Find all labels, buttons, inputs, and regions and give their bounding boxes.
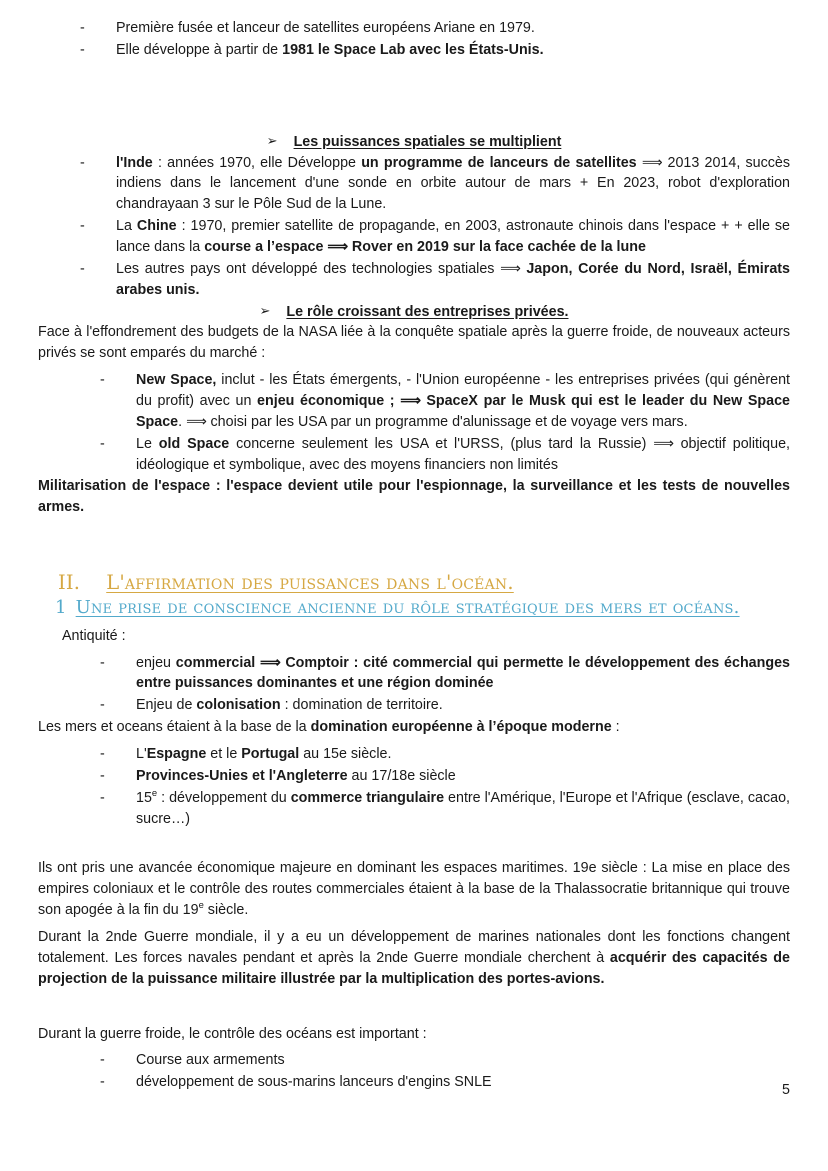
- private-companies-bullet-list: [38, 370, 790, 475]
- modern-domination-bullet-list: [38, 744, 790, 829]
- list-item-text: [116, 20, 535, 36]
- bold-run: Chine: [136, 218, 177, 235]
- text-run: concerne seulement les USA et l'URSS, (plus tard la Russie) ⟹ objectif politique, idéologique et symbolique, avec des moyens financiers non limités: [136, 435, 790, 473]
- bold-run: domination européenne à l’époque moderne: [310, 719, 612, 736]
- text-run: Durant la 2nde Guerre mondiale, il y a eu un développement de marines nationales dont les fonctions changent totalement. Les forces navales pendant et après la 2nde Guerre mondiale cherchent à: [38, 928, 790, 966]
- page-number: 5: [782, 1082, 790, 1098]
- text-run: Les mers et oceans étaient à la base de la: [38, 719, 311, 736]
- text-run: Les autres pays ont développé des technologies spatiales ⟹: [116, 260, 527, 277]
- text-run: inclut - les États émergents, - l'Union européenne - les entreprises privées (qui génèrent du profit) avec un: [136, 372, 790, 410]
- list-item: [80, 153, 790, 216]
- heading-section-2-title: L'affirmation des puissances dans l'océan.: [106, 571, 514, 595]
- subheading-text: Le rôle croissant des entreprises privées.: [286, 303, 569, 320]
- dash-bullet-icon: -: [100, 697, 105, 714]
- bold-run: Espagne: [146, 745, 207, 762]
- spacer: [38, 62, 790, 120]
- text-run: : 1970, premier satellite de propagande, en 2003, astronaute chinois dans l'espace + + elle se lance dans la: [116, 218, 791, 256]
- list-item-text: [136, 697, 443, 713]
- text-run: entre l'Amérique, l'Europe et l'Afrique (esclave, cacao, sucre…): [136, 789, 790, 827]
- list-item-text: [136, 436, 790, 473]
- dash-bullet-icon: -: [80, 218, 85, 235]
- list-item-text: [116, 155, 790, 213]
- cold-war-bullet-list: [38, 1050, 790, 1093]
- subheading-private-companies: [38, 302, 790, 323]
- dash-bullet-icon: -: [80, 41, 85, 58]
- list-item: [100, 653, 790, 695]
- heading-subsection-1: [38, 596, 790, 620]
- text-run: Elle développe à partir de: [116, 41, 283, 58]
- ww2-navies-paragraph: [38, 927, 790, 990]
- spacer: [38, 990, 790, 1012]
- spacer: [38, 518, 790, 558]
- text-run: ⟹ 2013 2014, succès indiens dans le lancement d'une sonde en orbite autour de mars + En 2023, robot d'exploration chandrayaan 3 sur le Pôle Sud de la Lune.: [116, 154, 790, 213]
- text-run: : domination de territoire.: [280, 697, 443, 714]
- list-item-text: [136, 1052, 285, 1068]
- antiquity-bullet-list: [38, 653, 790, 717]
- superscript: e: [198, 899, 204, 911]
- text-run: au 15e siècle.: [299, 745, 392, 762]
- heading-section-2-number: II.: [58, 571, 81, 595]
- arrow-bullet-icon: ➢: [259, 302, 271, 318]
- list-item: [100, 766, 790, 787]
- text-run: L': [136, 745, 147, 762]
- bold-run: Japon, Corée du Nord, Israël, Émirats arabes unis.: [116, 260, 790, 298]
- text-run: : développement du: [157, 789, 291, 806]
- list-item-text: [116, 218, 790, 255]
- text-run: Première fusée et lanceur de satellites européens Ariane en 1979.: [116, 20, 535, 36]
- list-item-text: [136, 746, 391, 762]
- dash-bullet-icon: -: [100, 654, 105, 671]
- text-run: Enjeu de: [136, 697, 197, 714]
- list-item: [100, 370, 790, 433]
- spacer: [38, 120, 790, 132]
- list-item: [100, 434, 790, 476]
- text-run: développement de sous-marins lanceurs d'engins SNLE: [136, 1074, 492, 1091]
- dash-bullet-icon: -: [100, 745, 105, 762]
- bold-run: SpaceX par le Musk qui est le leader du New Space Space: [136, 393, 790, 430]
- list-item: [100, 744, 790, 765]
- list-item: [80, 259, 790, 301]
- bold-run: Provinces-Unies et l'Angleterre: [136, 767, 348, 784]
- modern-domination-intro: [38, 717, 790, 738]
- subheading-text: Les puissances spatiales se multiplient: [293, 133, 562, 150]
- list-item-text: [116, 42, 544, 58]
- list-item-text: [136, 1074, 492, 1090]
- list-item: [100, 695, 790, 716]
- spacer: [38, 1012, 790, 1024]
- militarisation-paragraph: Militarisation de l'espace : l'espace devient utile pour l'espionnage, la surveillance et les tests de nouvelles armes.: [38, 478, 790, 516]
- bold-run: un programme de lanceurs de satellites: [361, 154, 637, 171]
- bold-run: l'Inde: [116, 154, 153, 171]
- thalassocracy-paragraph: [38, 858, 790, 921]
- bold-run: old Space: [158, 435, 230, 452]
- text-run: siècle.: [203, 902, 249, 919]
- list-item-text: [116, 261, 790, 298]
- text-run: au 17/18e siècle: [347, 767, 456, 784]
- bold-run: enjeu économique ;: [257, 393, 395, 410]
- dash-bullet-icon: -: [100, 767, 105, 784]
- spatial-powers-bullet-list: [38, 153, 790, 301]
- dash-bullet-icon: -: [100, 789, 105, 806]
- superscript: e: [151, 786, 158, 798]
- text-run: Ils ont pris une avancée économique majeure en dominant les espaces maritimes. 19e siècle : La mise en place des empires coloniaux et le contrôle des routes commerciales étaient à la base de la Thalassocratie britannique qui trouve son apogée à la fin du 19: [38, 860, 790, 919]
- text-run: Course aux armements: [136, 1052, 285, 1069]
- bold-run: 1981 le Space Lab avec les États-Unis.: [282, 41, 544, 58]
- list-item: [80, 18, 790, 39]
- dash-bullet-icon: -: [80, 154, 85, 171]
- list-item: [80, 40, 790, 61]
- heading-subsection-1-number: 1: [55, 596, 67, 618]
- bold-run: ⟹: [394, 393, 427, 410]
- text-run: 15: [136, 789, 152, 806]
- dash-bullet-icon: -: [80, 20, 85, 36]
- text-run: La: [116, 218, 137, 235]
- heading-subsection-1-title: Une prise de conscience ancienne du rôle stratégique des mers et océans.: [75, 596, 740, 618]
- cold-war-intro: Durant la guerre froide, le contrôle des océans est important :: [38, 1025, 427, 1042]
- bold-run: New Space,: [136, 372, 217, 389]
- bold-run: Portugal: [241, 745, 300, 762]
- dash-bullet-icon: -: [100, 372, 105, 389]
- bold-run: course a l’espace ⟹ Rover en 2019 sur la face cachée de la lune: [204, 239, 646, 256]
- private-companies-intro: Face à l'effondrement des budgets de la NASA liée à la conquête spatiale après la guerre froide, de nouveaux acteurs privés se sont emparés du marché :: [38, 324, 790, 362]
- bold-run: commercial ⟹ Comptoir : cité commercial qui permette le développement des échanges entre puissances dominantes et une région dominée: [136, 654, 790, 692]
- list-item: [100, 1050, 790, 1071]
- list-item-text: [136, 768, 456, 784]
- arrow-bullet-icon: ➢: [266, 132, 278, 148]
- dash-bullet-icon: -: [100, 1074, 105, 1091]
- list-item: [100, 788, 790, 830]
- list-item: [80, 216, 790, 258]
- bold-run: commerce triangulaire: [290, 789, 445, 806]
- text-run: : années 1970, elle Développe: [152, 154, 362, 171]
- antiquity-label-wrap: [38, 626, 790, 647]
- dash-bullet-icon: -: [100, 1052, 105, 1069]
- heading-section-2: [38, 570, 790, 596]
- list-item-text: [136, 372, 790, 430]
- bold-run: colonisation: [196, 697, 281, 714]
- subheading-spatial-powers: [38, 132, 790, 153]
- text-run: :: [611, 719, 620, 736]
- text-run: . ⟹ choisi par les USA par un programme d'alunissage et de voyage vers mars.: [178, 413, 688, 430]
- dash-bullet-icon: -: [80, 260, 85, 277]
- spacer: [38, 558, 790, 570]
- text-run: et le: [206, 745, 242, 762]
- bold-run: acquérir des capacités de projection de la puissance militaire illustrée par la multiplication des portes-avions.: [38, 949, 790, 987]
- top-bullet-list: [38, 18, 790, 61]
- list-item-text: [136, 786, 790, 827]
- spacer: [38, 830, 790, 852]
- text-run: Le: [136, 435, 159, 452]
- list-item-text: [136, 655, 790, 692]
- dash-bullet-icon: -: [100, 435, 105, 452]
- text-run: enjeu: [136, 654, 176, 671]
- list-item: [100, 1072, 790, 1093]
- antiquity-label: Antiquité :: [62, 627, 126, 644]
